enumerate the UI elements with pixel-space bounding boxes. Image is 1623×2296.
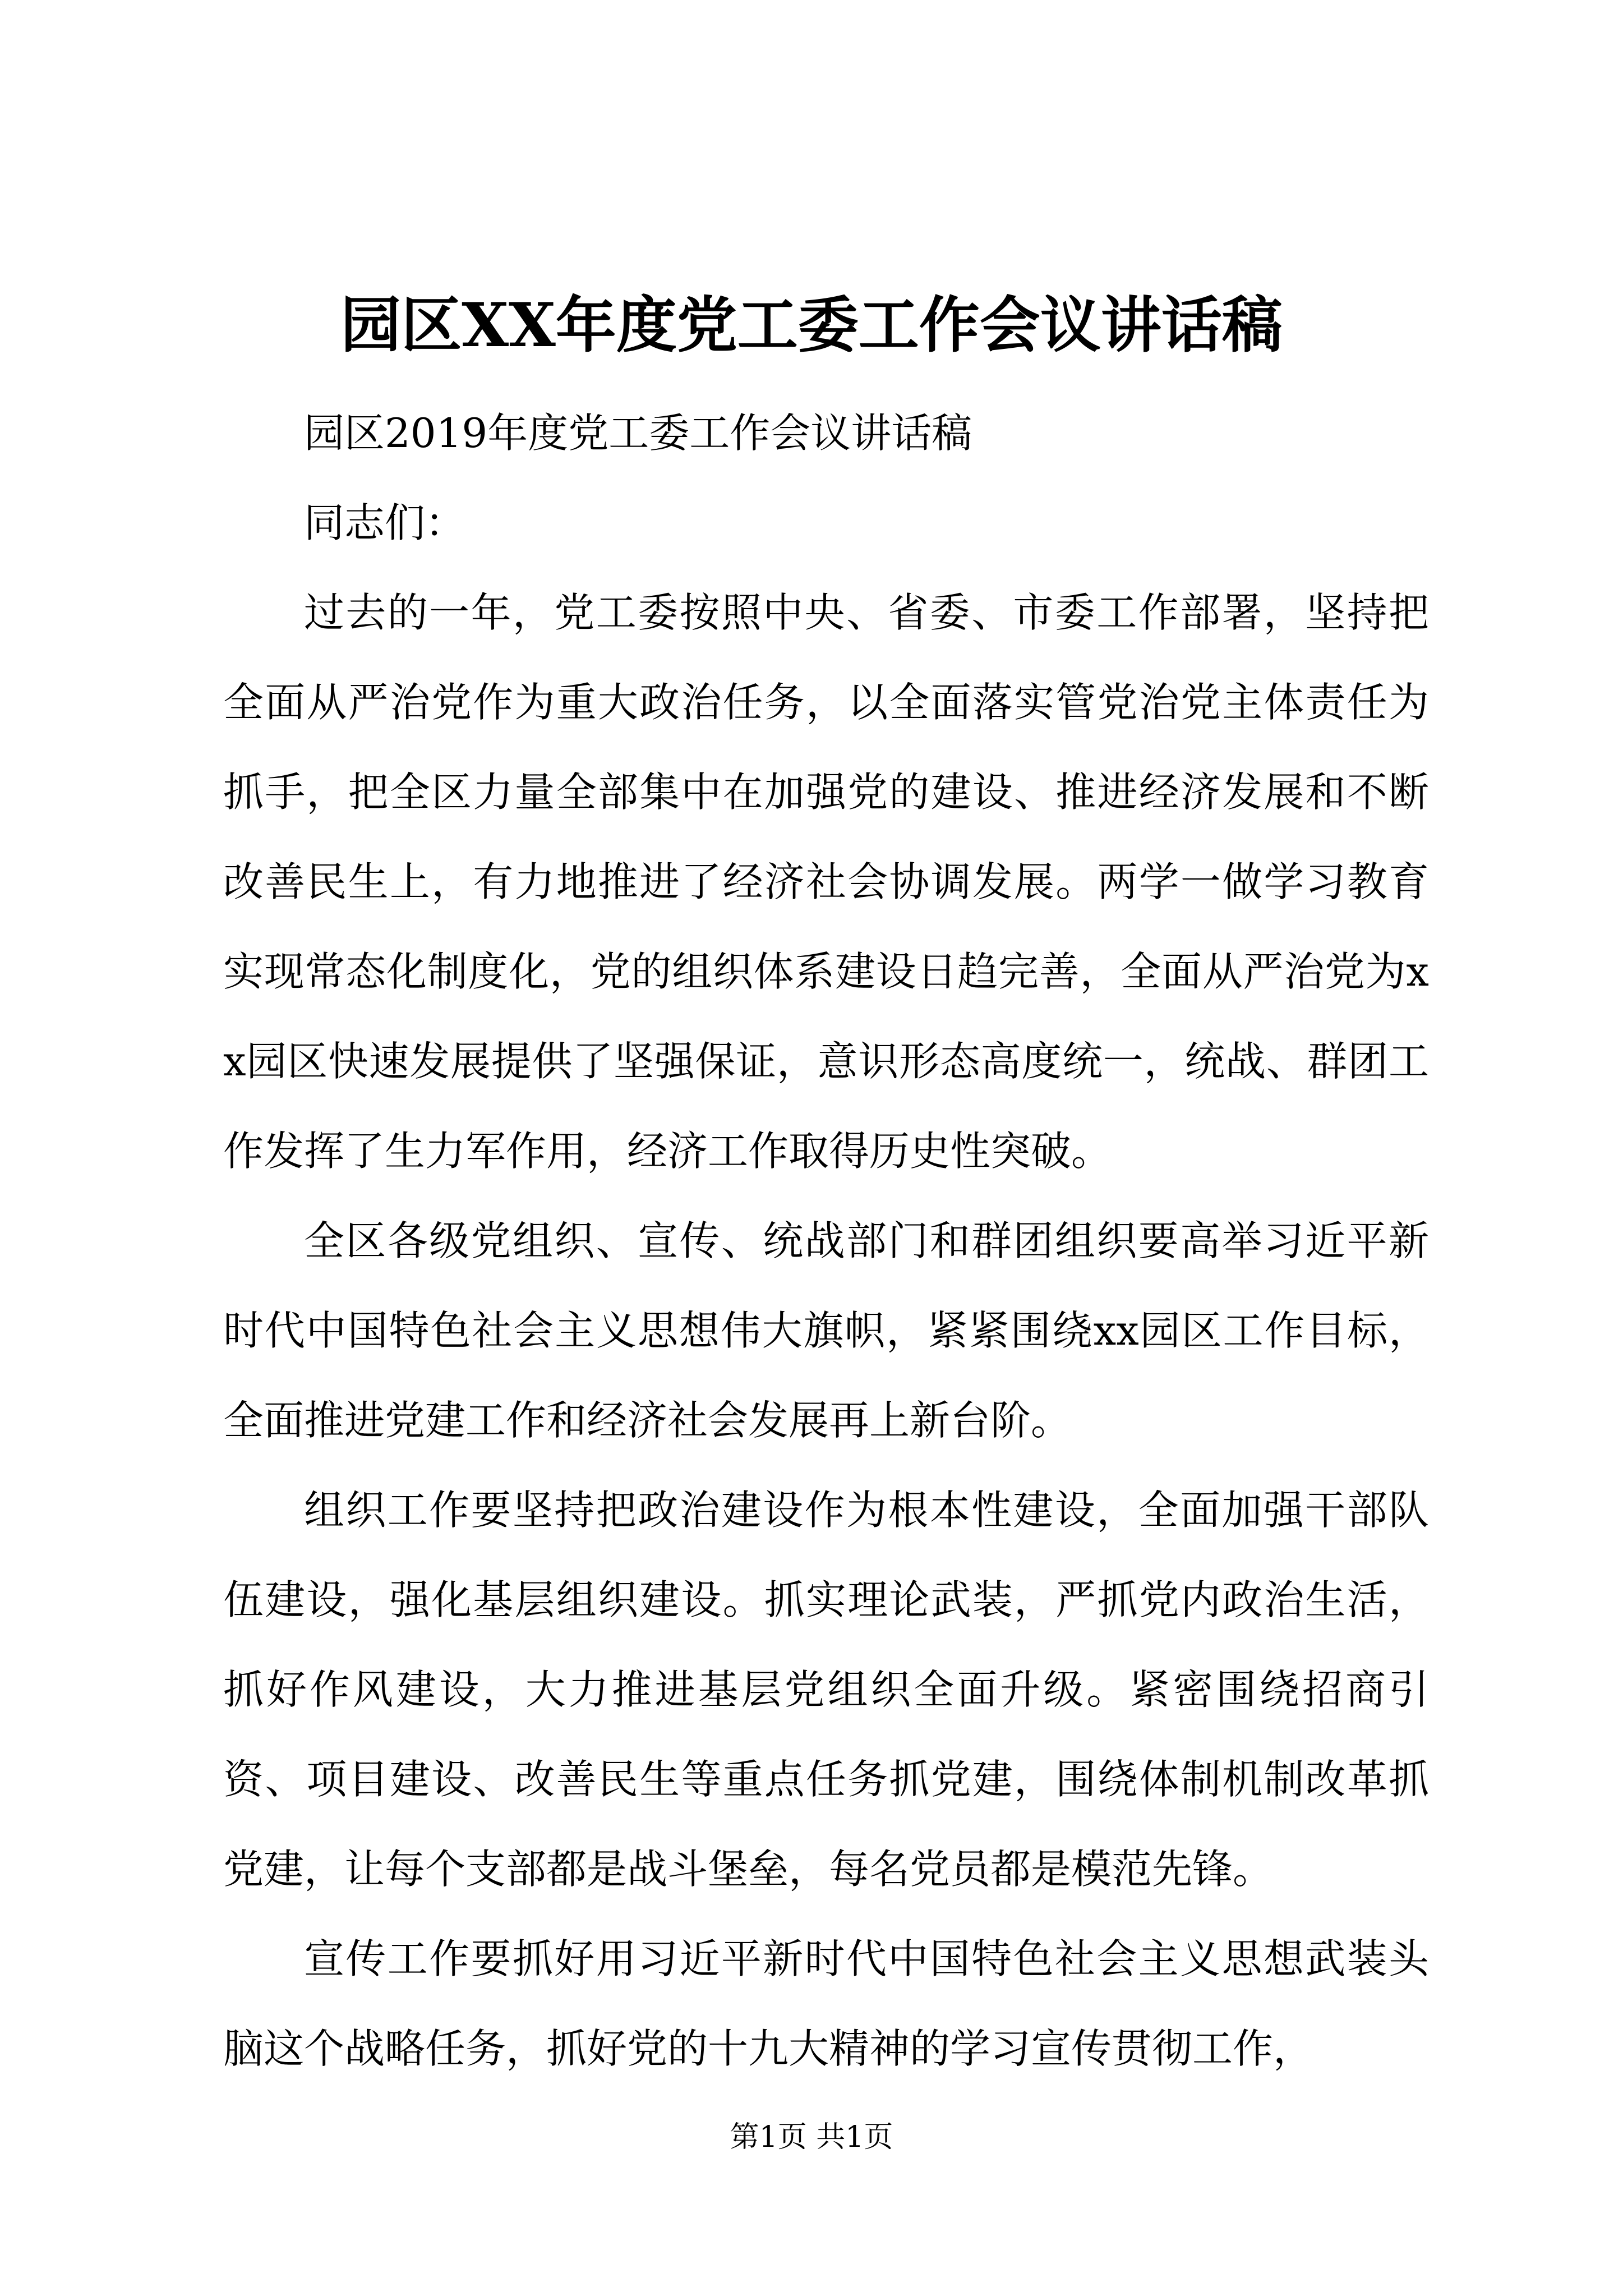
paragraph-salutation: 同志们：	[304, 499, 466, 546]
page-number: 第1页 共1页	[730, 2120, 893, 2154]
paragraph: 过去的一年，党工委按照中央、省委、市委工作部署，坚持把全面从严治党作为重大政治任务，以全面落实管党治党主体责任为抓手，把全区力量全部集中在加强党的建设、推进经济发展和不断改善民生上，有力地推进了经济社会协调发展。两学一做学习教育实现常态化制度化，党的组织体系建设日趋完善，全面从严治党为xx园区快速发展提供了坚强保证，意识形态高度统一，统战、群团工作发挥了生力军作用，经济工作取得历史性突破。	[223, 589, 1429, 1175]
page-footer	[0, 2118, 1623, 2157]
document-title: 园区XX年度党工委工作会议讲话稿	[340, 290, 1283, 361]
paragraph: 宣传工作要抓好用习近平新时代中国特色社会主义思想武装头脑这个战略任务，抓好党的十九大精神的学习宣传贯彻工作，	[223, 1935, 1429, 2072]
paragraph: 全区各级党组织、宣传、统战部门和群团组织要高举习近平新时代中国特色社会主义思想伟大旗帜，紧紧围绕xx园区工作目标，全面推进党建工作和经济社会发展再上新台阶。	[223, 1217, 1429, 1444]
paragraph-subtitle: 园区2019年度党工委工作会议讲话稿	[304, 409, 972, 457]
paragraph: 组织工作要坚持把政治建设作为根本性建设，全面加强干部队伍建设，强化基层组织建设。抓实理论武装，严抓党内政治生活，抓好作风建设，大力推进基层党组织全面升级。紧密围绕招商引资、项目建设、改善民生等重点任务抓党建，围绕体制机制改革抓党建，让每个支部都是战斗堡垒，每名党员都是模范先锋。	[223, 1487, 1429, 1893]
document-body	[223, 388, 1429, 2093]
